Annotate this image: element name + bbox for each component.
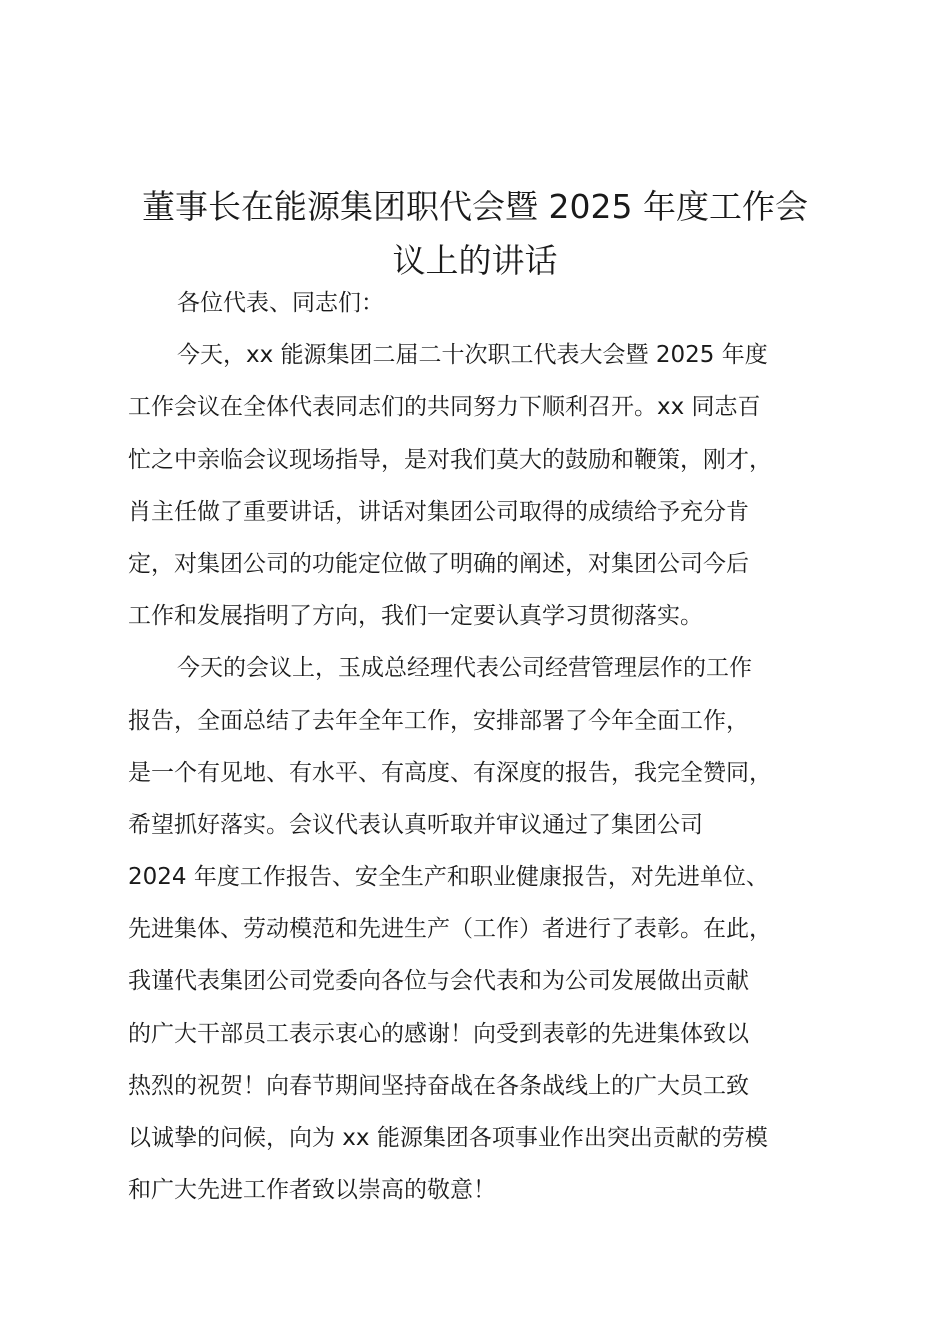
- paragraph-line: 的广大干部员工表示衷心的感谢！向受到表彰的先进集体致以: [128, 1020, 749, 1047]
- paragraph-line: 肖主任做了重要讲话，讲话对集团公司取得的成绩给予充分肯: [128, 498, 749, 525]
- paragraph-line: 热烈的祝贺！向春节期间坚持奋战在各条战线上的广大员工致: [128, 1072, 749, 1099]
- paragraph-line: 今天的会议上，玉成总经理代表公司经营管理层作的工作: [177, 655, 752, 682]
- paragraph-line: 报告，全面总结了去年全年工作，安排部署了今年全面工作，: [128, 707, 749, 734]
- paragraph: [128, 329, 858, 642]
- title-line: 董事长在能源集团职代会暨 2025 年度工作会: [142, 187, 808, 226]
- paragraph-line: 希望抓好落实。会议代表认真听取并审议通过了集团公司: [128, 811, 703, 838]
- title-line: 议上的讲话: [392, 241, 558, 280]
- paragraph: [128, 642, 858, 1216]
- document-body: [128, 277, 858, 1216]
- paragraph-line: 我谨代表集团公司党委向各位与会代表和为公司发展做出贡献: [128, 968, 749, 995]
- paragraph-line: 先进集体、劳动模范和先进生产（工作）者进行了表彰。在此，: [128, 916, 772, 943]
- paragraph-line: 2024 年度工作报告、安全生产和职业健康报告，对先进单位、: [128, 864, 769, 891]
- salutation: 各位代表、同志们：: [177, 290, 384, 316]
- paragraph-line: 是一个有见地、有水平、有高度、有深度的报告，我完全赞同，: [128, 759, 772, 786]
- paragraph-line: 和广大先进工作者致以崇高的敬意！: [128, 1177, 496, 1204]
- paragraph-line: 定，对集团公司的功能定位做了明确的阐述，对集团公司今后: [128, 550, 749, 577]
- paragraph-line: 今天，xx 能源集团二届二十次职工代表大会暨 2025 年度: [177, 342, 768, 369]
- document-title: [120, 180, 830, 288]
- paragraph-line: 以诚挚的问候，向为 xx 能源集团各项事业作出突出贡献的劳模: [128, 1125, 768, 1151]
- paragraph-line: 忙之中亲临会议现场指导，是对我们莫大的鼓励和鞭策，刚才，: [128, 446, 772, 473]
- paragraph-line: 工作和发展指明了方向，我们一定要认真学习贯彻落实。: [128, 603, 703, 630]
- paragraph-line: 工作会议在全体代表同志们的共同努力下顺利召开。xx 同志百: [128, 394, 761, 421]
